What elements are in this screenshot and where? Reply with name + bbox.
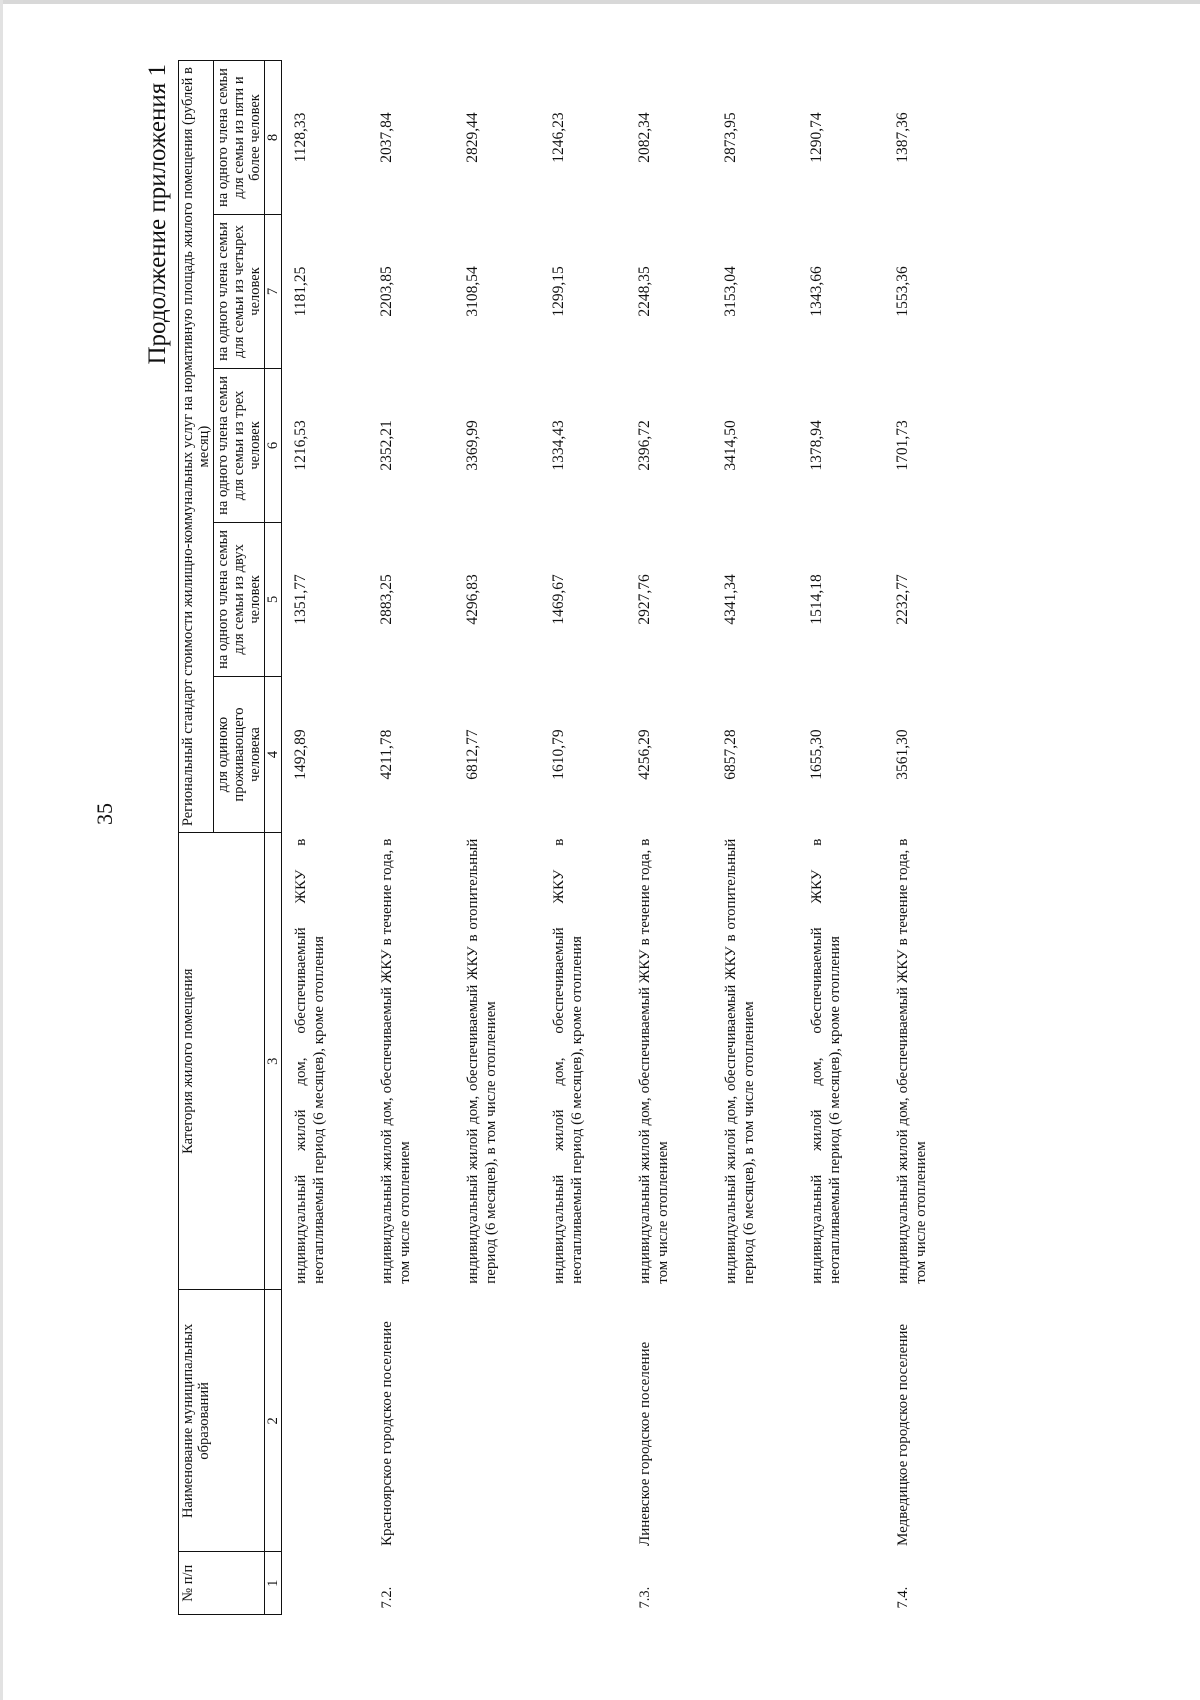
municipality-name: Красноярское городское поселение [379,1321,395,1546]
header-col8: на одного члена семьи для семьи из пяти и более человек [214,61,265,215]
value-family-of-four: 1181,25 [292,266,309,317]
dwelling-category: индивидуальный жилой дом, обеспечиваемый ЖКУ в неотапливаемый период (6 месяцев), кроме отопления [293,838,327,1284]
value-family-of-five-plus: 1128,33 [292,112,309,163]
value-single-person: 3561,30 [894,729,911,780]
page-number: 35 [92,803,117,825]
scan-edge-left [0,0,3,1700]
value-family-of-five-plus: 2037,84 [378,112,395,163]
value-single-person: 6857,28 [722,729,739,780]
scan-edge-top [0,0,1200,4]
annex-title: Продолжение приложения 1 [144,64,171,365]
header-col5: на одного члена семьи для семьи из двух человек [214,522,265,676]
value-single-person: 1492,89 [292,729,309,780]
table-row [368,61,454,1615]
dwelling-category: индивидуальный жилой дом, обеспечиваемый ЖКУ в отопительный период (6 месяцев), в том числе отоплением [723,838,757,1284]
table-row [712,61,798,1615]
value-family-of-three: 2396,72 [636,420,653,471]
column-number: 8 [265,61,282,215]
table-row [884,61,970,1615]
value-family-of-four: 2248,35 [636,266,653,317]
column-number: 5 [265,522,282,676]
row-number [540,1552,626,1615]
column-number: 2 [265,1290,282,1552]
value-family-of-three: 3369,99 [464,420,481,471]
value-family-of-two: 2883,25 [378,574,395,625]
table-row [540,61,626,1615]
value-family-of-three: 1334,43 [550,420,567,471]
dwelling-category: индивидуальный жилой дом, обеспечиваемый ЖКУ в течение года, в том числе отоплением [637,838,671,1284]
municipality-name [282,1290,369,1552]
value-family-of-four: 1299,15 [550,266,567,317]
table-row [282,61,369,1615]
row-number: 7.4. [895,1586,911,1609]
row-number [712,1552,798,1615]
column-number: 3 [265,833,282,1290]
value-family-of-five-plus: 2829,44 [464,112,481,163]
column-number-row [265,61,282,1615]
value-family-of-four: 3108,54 [464,266,481,317]
value-family-of-three: 1701,73 [894,420,911,471]
value-single-person: 4256,29 [636,729,653,780]
value-family-of-three: 1216,53 [292,420,309,471]
value-family-of-two: 4341,34 [722,574,739,625]
table-row [454,61,540,1615]
row-number [282,1552,369,1615]
dwelling-category: индивидуальный жилой дом, обеспечиваемый ЖКУ в отопительный период (6 месяцев), в том числе отоплением [465,838,499,1284]
column-number: 1 [265,1552,282,1615]
municipality-name [712,1290,798,1552]
row-number: 7.3. [637,1586,653,1609]
value-family-of-five-plus: 2082,34 [636,112,653,163]
header-col7: на одного члена семьи для семьи из четырех человек [214,215,265,369]
header-num: № п/п [179,1552,265,1615]
standards-table [178,60,970,1615]
value-family-of-two: 4296,83 [464,574,481,625]
value-family-of-five-plus: 1290,74 [808,112,825,163]
value-family-of-four: 2203,85 [378,266,395,317]
header-name: Наименование муниципальных образований [179,1290,265,1552]
table-row [798,61,884,1615]
dwelling-category: индивидуальный жилой дом, обеспечиваемый ЖКУ в неотапливаемый период (6 месяцев), кроме отопления [551,838,585,1284]
value-family-of-three: 2352,21 [378,420,395,471]
value-family-of-three: 1378,94 [808,420,825,471]
municipality-name [540,1290,626,1552]
value-family-of-four: 3153,04 [722,266,739,317]
value-single-person: 6812,77 [464,729,481,780]
column-number: 4 [265,676,282,832]
value-single-person: 1655,30 [808,729,825,780]
value-single-person: 4211,78 [378,729,395,780]
table-row [626,61,712,1615]
value-family-of-three: 3414,50 [722,420,739,471]
value-family-of-five-plus: 1246,23 [550,112,567,163]
dwelling-category: индивидуальный жилой дом, обеспечиваемый ЖКУ в течение года, в том числе отоплением [895,838,929,1284]
value-family-of-two: 2232,77 [894,574,911,625]
value-family-of-two: 1351,77 [292,574,309,625]
column-number: 7 [265,215,282,369]
value-single-person: 1610,79 [550,729,567,780]
header-col6: на одного члена семьи для семьи из трех человек [214,368,265,522]
municipality-name [454,1290,540,1552]
value-family-of-two: 1514,18 [808,574,825,625]
value-family-of-two: 2927,76 [636,574,653,625]
value-family-of-five-plus: 2873,95 [722,112,739,163]
row-number [798,1552,884,1615]
header-col4: для одиноко проживающего человека [214,676,265,832]
value-family-of-two: 1469,67 [550,574,567,625]
row-number [454,1552,540,1615]
row-number: 7.2. [379,1586,395,1609]
dwelling-category: индивидуальный жилой дом, обеспечиваемый ЖКУ в неотапливаемый период (6 месяцев), кроме отопления [809,838,843,1284]
header-standard-group: Региональный стандарт стоимости жилищно-коммунальных услуг на нормативную площадь жилого помещения (рублей в месяц) [179,61,214,833]
municipality-name: Линевское городское поселение [637,1341,653,1546]
value-family-of-five-plus: 1387,36 [894,112,911,163]
value-family-of-four: 1553,36 [894,266,911,317]
header-category: Категория жилого помещения [179,833,265,1290]
rotated-page-content [140,60,970,1615]
column-number: 6 [265,368,282,522]
dwelling-category: индивидуальный жилой дом, обеспечиваемый ЖКУ в течение года, в том числе отоплением [379,838,413,1284]
municipality-name: Медведицкое городское поселение [895,1323,911,1546]
municipality-name [798,1290,884,1552]
value-family-of-four: 1343,66 [808,266,825,317]
